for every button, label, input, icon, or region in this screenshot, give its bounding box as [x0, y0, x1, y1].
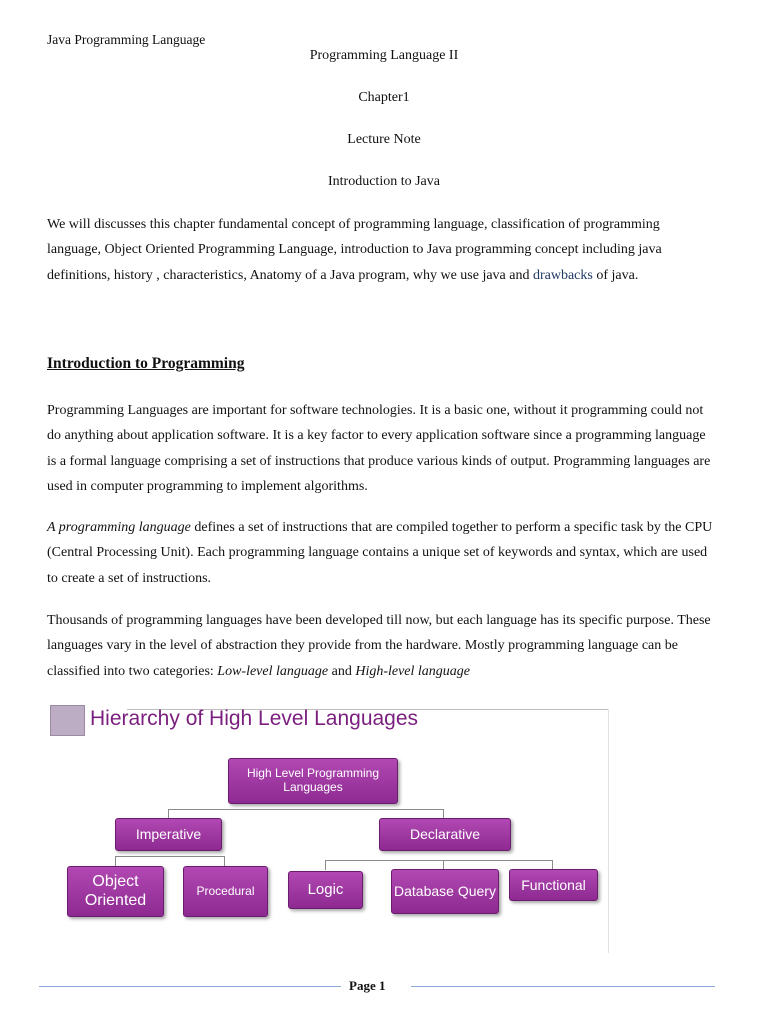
node-database-query: Database Query: [391, 869, 499, 914]
paragraph-3-and: and: [328, 663, 356, 679]
connector-to-logic: [325, 860, 326, 870]
intro-text-2: of java.: [596, 267, 639, 283]
connector-to-object-oriented: [115, 856, 116, 866]
node-imperative: Imperative: [115, 818, 222, 851]
paragraph-2: [47, 515, 717, 591]
node-object-oriented: Object Oriented: [67, 866, 164, 917]
connector-root-horizontal: [168, 809, 444, 810]
diagram-right-rule: [608, 709, 609, 953]
diagram-title-square: [50, 705, 85, 736]
topic-title: Introduction to Java: [328, 174, 440, 189]
hierarchy-diagram: [47, 703, 609, 953]
paragraph-3-text: Thousands of programming languages have been developed till now, but each language has its specific purpose. These languages vary in the level of abstraction they provide from the hardware. Mostly programming language can be classified into two categories:: [47, 613, 711, 679]
high-level-term: High-level language: [355, 663, 471, 679]
connector-to-procedural: [224, 856, 225, 866]
node-declarative: Declarative: [379, 818, 511, 851]
footer-rule-right: [411, 986, 715, 987]
footer-rule-left: [39, 986, 341, 987]
connector-imperative-horizontal: [115, 856, 225, 857]
note-type: Lecture Note: [347, 132, 421, 147]
connector-declarative-horizontal: [325, 860, 553, 861]
node-procedural: Procedural: [183, 866, 268, 917]
chapter-title: Chapter1: [358, 90, 410, 105]
diagram-title: Hierarchy of High Level Languages: [90, 707, 419, 730]
running-header: Java Programming Language: [47, 32, 206, 47]
section-heading: Introduction to Programming: [47, 355, 245, 372]
intro-paragraph: [47, 212, 717, 288]
node-high-level-root: High Level Programming Languages: [228, 758, 398, 804]
paragraph-2-text: defines a set of instructions that are compiled together to perform a specific task by the CPU (Central Processing Unit). Each programming language contains a unique set of keywords and syntax, which are used to create a set of instructions.: [47, 520, 713, 586]
paragraph-3: [47, 608, 717, 684]
node-functional: Functional: [509, 869, 598, 901]
page-number: Page 1: [349, 978, 386, 993]
course-title: Programming Language II: [309, 48, 459, 63]
node-logic: Logic: [288, 871, 363, 909]
low-level-term: Low-level language: [217, 663, 329, 679]
intro-text-1: We will discusses this chapter fundamental concept of programming language, classification of programming language, Object Oriented Programming Language, introduction to Java programming concept including java definitions, history , characteristics, Anatomy of a Java program, why we use java and: [47, 217, 662, 283]
paragraph-2-emphasis: A programming language: [47, 520, 191, 535]
paragraph-1: Programming Languages are important for software technologies. It is a basic one, without it programming could not do anything about application software. It is a key factor to every application software since a programming language is a formal language comprising a set of instructions that produce various kinds of output. Programming languages are used in computer programming to implement algorithms.: [47, 403, 711, 494]
drawbacks-link[interactable]: drawbacks: [532, 267, 597, 283]
